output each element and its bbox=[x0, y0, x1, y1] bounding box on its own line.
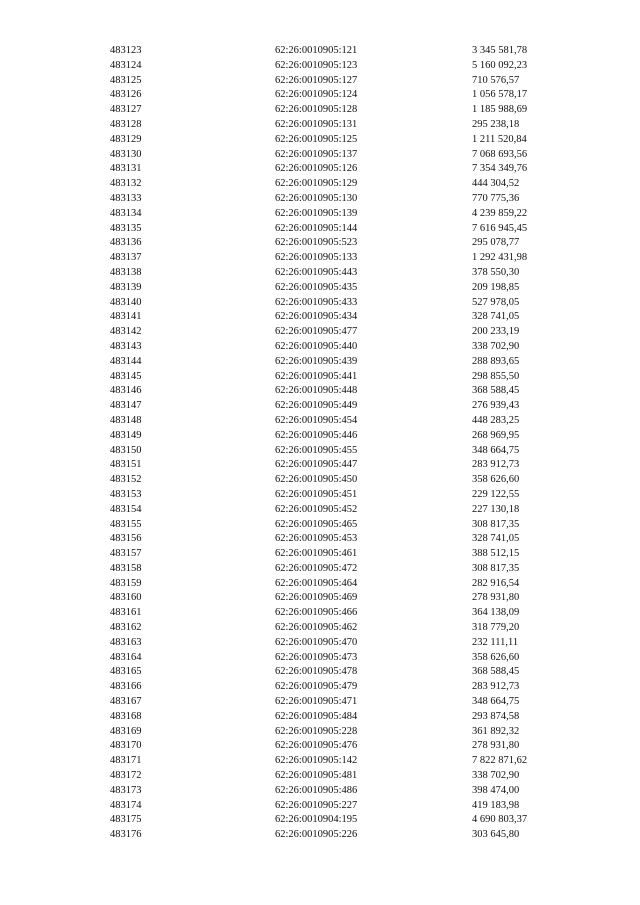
table-row bbox=[0, 503, 640, 518]
row-number-cell: 483147 bbox=[110, 400, 142, 412]
table-row bbox=[0, 74, 640, 89]
cadastral-number-cell: 62:26:0010905:441 bbox=[275, 370, 358, 382]
table-row bbox=[0, 236, 640, 251]
table-row bbox=[0, 177, 640, 192]
cadastral-number-cell: 62:26:0010905:137 bbox=[275, 148, 358, 160]
row-number-cell: 483138 bbox=[110, 266, 142, 278]
row-number-cell: 483135 bbox=[110, 222, 142, 234]
table-row bbox=[0, 310, 640, 325]
row-number-cell: 483125 bbox=[110, 74, 142, 86]
row-number-cell: 483132 bbox=[110, 178, 142, 190]
row-number-cell: 483165 bbox=[110, 666, 142, 678]
row-number-cell: 483164 bbox=[110, 651, 142, 663]
cadastral-value-cell: 378 550,30 bbox=[472, 266, 520, 278]
cadastral-value-cell: 232 111,11 bbox=[472, 636, 519, 648]
cadastral-value-cell: 229 122,55 bbox=[472, 488, 520, 500]
table-row bbox=[0, 532, 640, 547]
row-number-cell: 483128 bbox=[110, 118, 142, 130]
row-number-cell: 483146 bbox=[110, 385, 142, 397]
row-number-cell: 483151 bbox=[110, 459, 142, 471]
cadastral-number-cell: 62:26:0010905:478 bbox=[275, 666, 358, 678]
cadastral-value-cell: 1 185 988,69 bbox=[472, 104, 528, 116]
row-number-cell: 483141 bbox=[110, 311, 142, 323]
row-number-cell: 483143 bbox=[110, 340, 142, 352]
cadastral-value-cell: 338 702,90 bbox=[472, 770, 520, 782]
cadastral-value-cell: 278 931,80 bbox=[472, 740, 520, 752]
cadastral-value-cell: 3 345 581,78 bbox=[472, 45, 528, 56]
cadastral-number-cell: 62:26:0010905:447 bbox=[275, 459, 358, 471]
cadastral-number-cell: 62:26:0010905:127 bbox=[275, 74, 358, 86]
row-number-cell: 483156 bbox=[110, 533, 142, 545]
table-row bbox=[0, 88, 640, 103]
row-number-cell: 483171 bbox=[110, 755, 142, 767]
row-number-cell: 483166 bbox=[110, 681, 142, 693]
table-row bbox=[0, 754, 640, 769]
table-row bbox=[0, 414, 640, 429]
row-number-cell: 483170 bbox=[110, 740, 142, 752]
table-row bbox=[0, 695, 640, 710]
cadastral-value-cell: 770 775,36 bbox=[472, 192, 520, 204]
cadastral-number-cell: 62:26:0010905:131 bbox=[275, 118, 358, 130]
cadastral-value-cell: 278 931,80 bbox=[472, 592, 520, 604]
row-number-cell: 483142 bbox=[110, 326, 142, 338]
row-number-cell: 483159 bbox=[110, 577, 142, 589]
table-row bbox=[0, 444, 640, 459]
row-number-cell: 483161 bbox=[110, 607, 142, 619]
cadastral-number-cell: 62:26:0010905:449 bbox=[275, 400, 358, 412]
cadastral-number-cell: 62:26:0010905:130 bbox=[275, 192, 358, 204]
table-row bbox=[0, 710, 640, 725]
cadastral-value-cell: 1 056 578,17 bbox=[472, 89, 528, 101]
cadastral-number-cell: 62:26:0010905:486 bbox=[275, 784, 358, 796]
cadastral-number-cell: 62:26:0010905:144 bbox=[275, 222, 358, 234]
cadastral-value-cell: 7 822 871,62 bbox=[472, 755, 528, 767]
cadastral-value-cell: 348 664,75 bbox=[472, 696, 520, 708]
row-number-cell: 483160 bbox=[110, 592, 142, 604]
row-number-cell: 483152 bbox=[110, 474, 142, 486]
cadastral-value-cell: 1 211 520,84 bbox=[472, 133, 527, 145]
row-number-cell: 483158 bbox=[110, 562, 142, 574]
row-number-cell: 483139 bbox=[110, 281, 142, 293]
cadastral-value-cell: 368 588,45 bbox=[472, 385, 520, 397]
cadastral-number-cell: 62:26:0010905:126 bbox=[275, 163, 358, 175]
table-row bbox=[0, 828, 640, 843]
row-number-cell: 483172 bbox=[110, 770, 142, 782]
cadastral-value-cell: 200 233,19 bbox=[472, 326, 520, 338]
cadastral-value-cell: 227 130,18 bbox=[472, 503, 520, 515]
cadastral-value-cell: 338 702,90 bbox=[472, 340, 520, 352]
cadastral-value-cell: 361 892,32 bbox=[472, 725, 520, 737]
table-row bbox=[0, 399, 640, 414]
cadastral-number-cell: 62:26:0010905:128 bbox=[275, 104, 358, 116]
cadastral-value-cell: 398 474,00 bbox=[472, 784, 520, 796]
cadastral-number-cell: 62:26:0010905:226 bbox=[275, 829, 358, 841]
table-row bbox=[0, 118, 640, 133]
row-number-cell: 483155 bbox=[110, 518, 142, 530]
cadastral-number-cell: 62:26:0010905:455 bbox=[275, 444, 358, 456]
table-row bbox=[0, 665, 640, 680]
cadastral-number-cell: 62:26:0010905:451 bbox=[275, 488, 358, 500]
cadastral-value-cell: 7 616 945,45 bbox=[472, 222, 528, 234]
table-row bbox=[0, 325, 640, 340]
row-number-cell: 483176 bbox=[110, 829, 142, 841]
cadastral-number-cell: 62:26:0010905:479 bbox=[275, 681, 358, 693]
cadastral-number-cell: 62:26:0010905:450 bbox=[275, 474, 358, 486]
cadastral-value-cell: 7 068 693,56 bbox=[472, 148, 528, 160]
cadastral-number-cell: 62:26:0010905:121 bbox=[275, 45, 358, 56]
row-number-cell: 483133 bbox=[110, 192, 142, 204]
cadastral-number-cell: 62:26:0010905:473 bbox=[275, 651, 358, 663]
table-row bbox=[0, 769, 640, 784]
table-row bbox=[0, 44, 640, 59]
cadastral-value-cell: 303 645,80 bbox=[472, 829, 520, 841]
table-row bbox=[0, 725, 640, 740]
row-number-cell: 483144 bbox=[110, 355, 142, 367]
cadastral-number-cell: 62:26:0010905:433 bbox=[275, 296, 358, 308]
table-row bbox=[0, 577, 640, 592]
cadastral-number-cell: 62:26:0010905:484 bbox=[275, 710, 358, 722]
cadastral-number-cell: 62:26:0010904:195 bbox=[275, 814, 358, 826]
cadastral-value-cell: 7 354 349,76 bbox=[472, 163, 528, 175]
cadastral-value-cell: 298 855,50 bbox=[472, 370, 520, 382]
cadastral-number-cell: 62:26:0010905:452 bbox=[275, 503, 358, 515]
row-number-cell: 483150 bbox=[110, 444, 142, 456]
row-number-cell: 483134 bbox=[110, 207, 142, 219]
cadastral-number-cell: 62:26:0010905:129 bbox=[275, 178, 358, 190]
cadastral-number-cell: 62:26:0010905:470 bbox=[275, 636, 358, 648]
cadastral-number-cell: 62:26:0010905:446 bbox=[275, 429, 358, 441]
cadastral-value-cell: 268 969,95 bbox=[472, 429, 520, 441]
cadastral-number-cell: 62:26:0010905:469 bbox=[275, 592, 358, 604]
table-row bbox=[0, 355, 640, 370]
cadastral-value-cell: 328 741,05 bbox=[472, 311, 520, 323]
cadastral-value-cell: 4 239 859,22 bbox=[472, 207, 528, 219]
cadastral-value-cell: 209 198,85 bbox=[472, 281, 520, 293]
cadastral-number-cell: 62:26:0010905:125 bbox=[275, 133, 358, 145]
cadastral-number-cell: 62:26:0010905:472 bbox=[275, 562, 358, 574]
cadastral-value-cell: 710 576,57 bbox=[472, 74, 520, 86]
row-number-cell: 483173 bbox=[110, 784, 142, 796]
row-number-cell: 483145 bbox=[110, 370, 142, 382]
table-row bbox=[0, 429, 640, 444]
cadastral-number-cell: 62:26:0010905:471 bbox=[275, 696, 358, 708]
table-row bbox=[0, 784, 640, 799]
cadastral-value-cell: 348 664,75 bbox=[472, 444, 520, 456]
cadastral-number-cell: 62:26:0010905:435 bbox=[275, 281, 358, 293]
cadastral-value-cell: 328 741,05 bbox=[472, 533, 520, 545]
cadastral-number-cell: 62:26:0010905:461 bbox=[275, 548, 358, 560]
cadastral-value-cell: 276 939,43 bbox=[472, 400, 520, 412]
table-row bbox=[0, 133, 640, 148]
cadastral-value-cell: 364 138,09 bbox=[472, 607, 520, 619]
cadastral-number-cell: 62:26:0010905:142 bbox=[275, 755, 358, 767]
cadastral-value-table bbox=[0, 44, 640, 843]
table-row bbox=[0, 799, 640, 814]
row-number-cell: 483168 bbox=[110, 710, 142, 722]
cadastral-number-cell: 62:26:0010905:123 bbox=[275, 59, 358, 71]
table-row bbox=[0, 547, 640, 562]
row-number-cell: 483130 bbox=[110, 148, 142, 160]
row-number-cell: 483148 bbox=[110, 414, 142, 426]
table-row bbox=[0, 103, 640, 118]
cadastral-value-cell: 308 817,35 bbox=[472, 562, 520, 574]
cadastral-number-cell: 62:26:0010905:453 bbox=[275, 533, 358, 545]
table-row bbox=[0, 636, 640, 651]
row-number-cell: 483174 bbox=[110, 799, 142, 811]
cadastral-value-cell: 358 626,60 bbox=[472, 651, 520, 663]
table-row bbox=[0, 651, 640, 666]
table-row bbox=[0, 370, 640, 385]
row-number-cell: 483123 bbox=[110, 45, 142, 56]
row-number-cell: 483153 bbox=[110, 488, 142, 500]
row-number-cell: 483175 bbox=[110, 814, 142, 826]
cadastral-number-cell: 62:26:0010905:228 bbox=[275, 725, 358, 737]
cadastral-value-cell: 318 779,20 bbox=[472, 622, 520, 634]
table-row bbox=[0, 473, 640, 488]
cadastral-number-cell: 62:26:0010905:464 bbox=[275, 577, 358, 589]
table-row bbox=[0, 680, 640, 695]
table-row bbox=[0, 518, 640, 533]
cadastral-value-cell: 283 912,73 bbox=[472, 459, 520, 471]
cadastral-number-cell: 62:26:0010905:465 bbox=[275, 518, 358, 530]
table-row bbox=[0, 562, 640, 577]
cadastral-number-cell: 62:26:0010905:523 bbox=[275, 237, 358, 249]
cadastral-number-cell: 62:26:0010905:440 bbox=[275, 340, 358, 352]
cadastral-value-cell: 283 912,73 bbox=[472, 681, 520, 693]
cadastral-value-cell: 419 183,98 bbox=[472, 799, 520, 811]
row-number-cell: 483124 bbox=[110, 59, 142, 71]
cadastral-number-cell: 62:26:0010905:439 bbox=[275, 355, 358, 367]
table-row bbox=[0, 813, 640, 828]
row-number-cell: 483163 bbox=[110, 636, 142, 648]
cadastral-number-cell: 62:26:0010905:133 bbox=[275, 252, 358, 264]
cadastral-value-cell: 448 283,25 bbox=[472, 414, 520, 426]
cadastral-number-cell: 62:26:0010905:443 bbox=[275, 266, 358, 278]
cadastral-number-cell: 62:26:0010905:462 bbox=[275, 622, 358, 634]
row-number-cell: 483137 bbox=[110, 252, 142, 264]
row-number-cell: 483169 bbox=[110, 725, 142, 737]
cadastral-number-cell: 62:26:0010905:454 bbox=[275, 414, 358, 426]
table-row bbox=[0, 222, 640, 237]
cadastral-value-cell: 1 292 431,98 bbox=[472, 252, 528, 264]
row-number-cell: 483167 bbox=[110, 696, 142, 708]
table-row bbox=[0, 739, 640, 754]
row-number-cell: 483136 bbox=[110, 237, 142, 249]
table-row bbox=[0, 384, 640, 399]
cadastral-number-cell: 62:26:0010905:434 bbox=[275, 311, 358, 323]
table-row bbox=[0, 192, 640, 207]
cadastral-value-cell: 288 893,65 bbox=[472, 355, 520, 367]
cadastral-number-cell: 62:26:0010905:477 bbox=[275, 326, 358, 338]
table-row bbox=[0, 207, 640, 222]
table-row bbox=[0, 488, 640, 503]
row-number-cell: 483140 bbox=[110, 296, 142, 308]
table-row bbox=[0, 296, 640, 311]
cadastral-number-cell: 62:26:0010905:481 bbox=[275, 770, 358, 782]
cadastral-value-cell: 282 916,54 bbox=[472, 577, 520, 589]
row-number-cell: 483162 bbox=[110, 622, 142, 634]
cadastral-value-cell: 295 238,18 bbox=[472, 118, 520, 130]
cadastral-value-cell: 358 626,60 bbox=[472, 474, 520, 486]
cadastral-value-cell: 368 588,45 bbox=[472, 666, 520, 678]
cadastral-value-cell: 295 078,77 bbox=[472, 237, 520, 249]
row-number-cell: 483129 bbox=[110, 133, 142, 145]
table-row bbox=[0, 162, 640, 177]
cadastral-value-cell: 293 874,58 bbox=[472, 710, 520, 722]
row-number-cell: 483126 bbox=[110, 89, 142, 101]
cadastral-number-cell: 62:26:0010905:227 bbox=[275, 799, 358, 811]
row-number-cell: 483154 bbox=[110, 503, 142, 515]
cadastral-value-cell: 527 978,05 bbox=[472, 296, 520, 308]
cadastral-value-cell: 444 304,52 bbox=[472, 178, 520, 190]
table-row bbox=[0, 606, 640, 621]
cadastral-number-cell: 62:26:0010905:448 bbox=[275, 385, 358, 397]
row-number-cell: 483131 bbox=[110, 163, 142, 175]
table-row bbox=[0, 266, 640, 281]
cadastral-number-cell: 62:26:0010905:476 bbox=[275, 740, 358, 752]
row-number-cell: 483149 bbox=[110, 429, 142, 441]
cadastral-number-cell: 62:26:0010905:124 bbox=[275, 89, 358, 101]
table-row bbox=[0, 59, 640, 74]
cadastral-value-cell: 388 512,15 bbox=[472, 548, 520, 560]
row-number-cell: 483127 bbox=[110, 104, 142, 116]
cadastral-number-cell: 62:26:0010905:466 bbox=[275, 607, 358, 619]
cadastral-value-cell: 4 690 803,37 bbox=[472, 814, 528, 826]
table-row bbox=[0, 281, 640, 296]
cadastral-value-cell: 308 817,35 bbox=[472, 518, 520, 530]
cadastral-value-cell: 5 160 092,23 bbox=[472, 59, 528, 71]
cadastral-number-cell: 62:26:0010905:139 bbox=[275, 207, 358, 219]
table-row bbox=[0, 591, 640, 606]
row-number-cell: 483157 bbox=[110, 548, 142, 560]
table-row bbox=[0, 458, 640, 473]
table-row bbox=[0, 621, 640, 636]
table-row bbox=[0, 251, 640, 266]
table-row bbox=[0, 148, 640, 163]
table-row bbox=[0, 340, 640, 355]
